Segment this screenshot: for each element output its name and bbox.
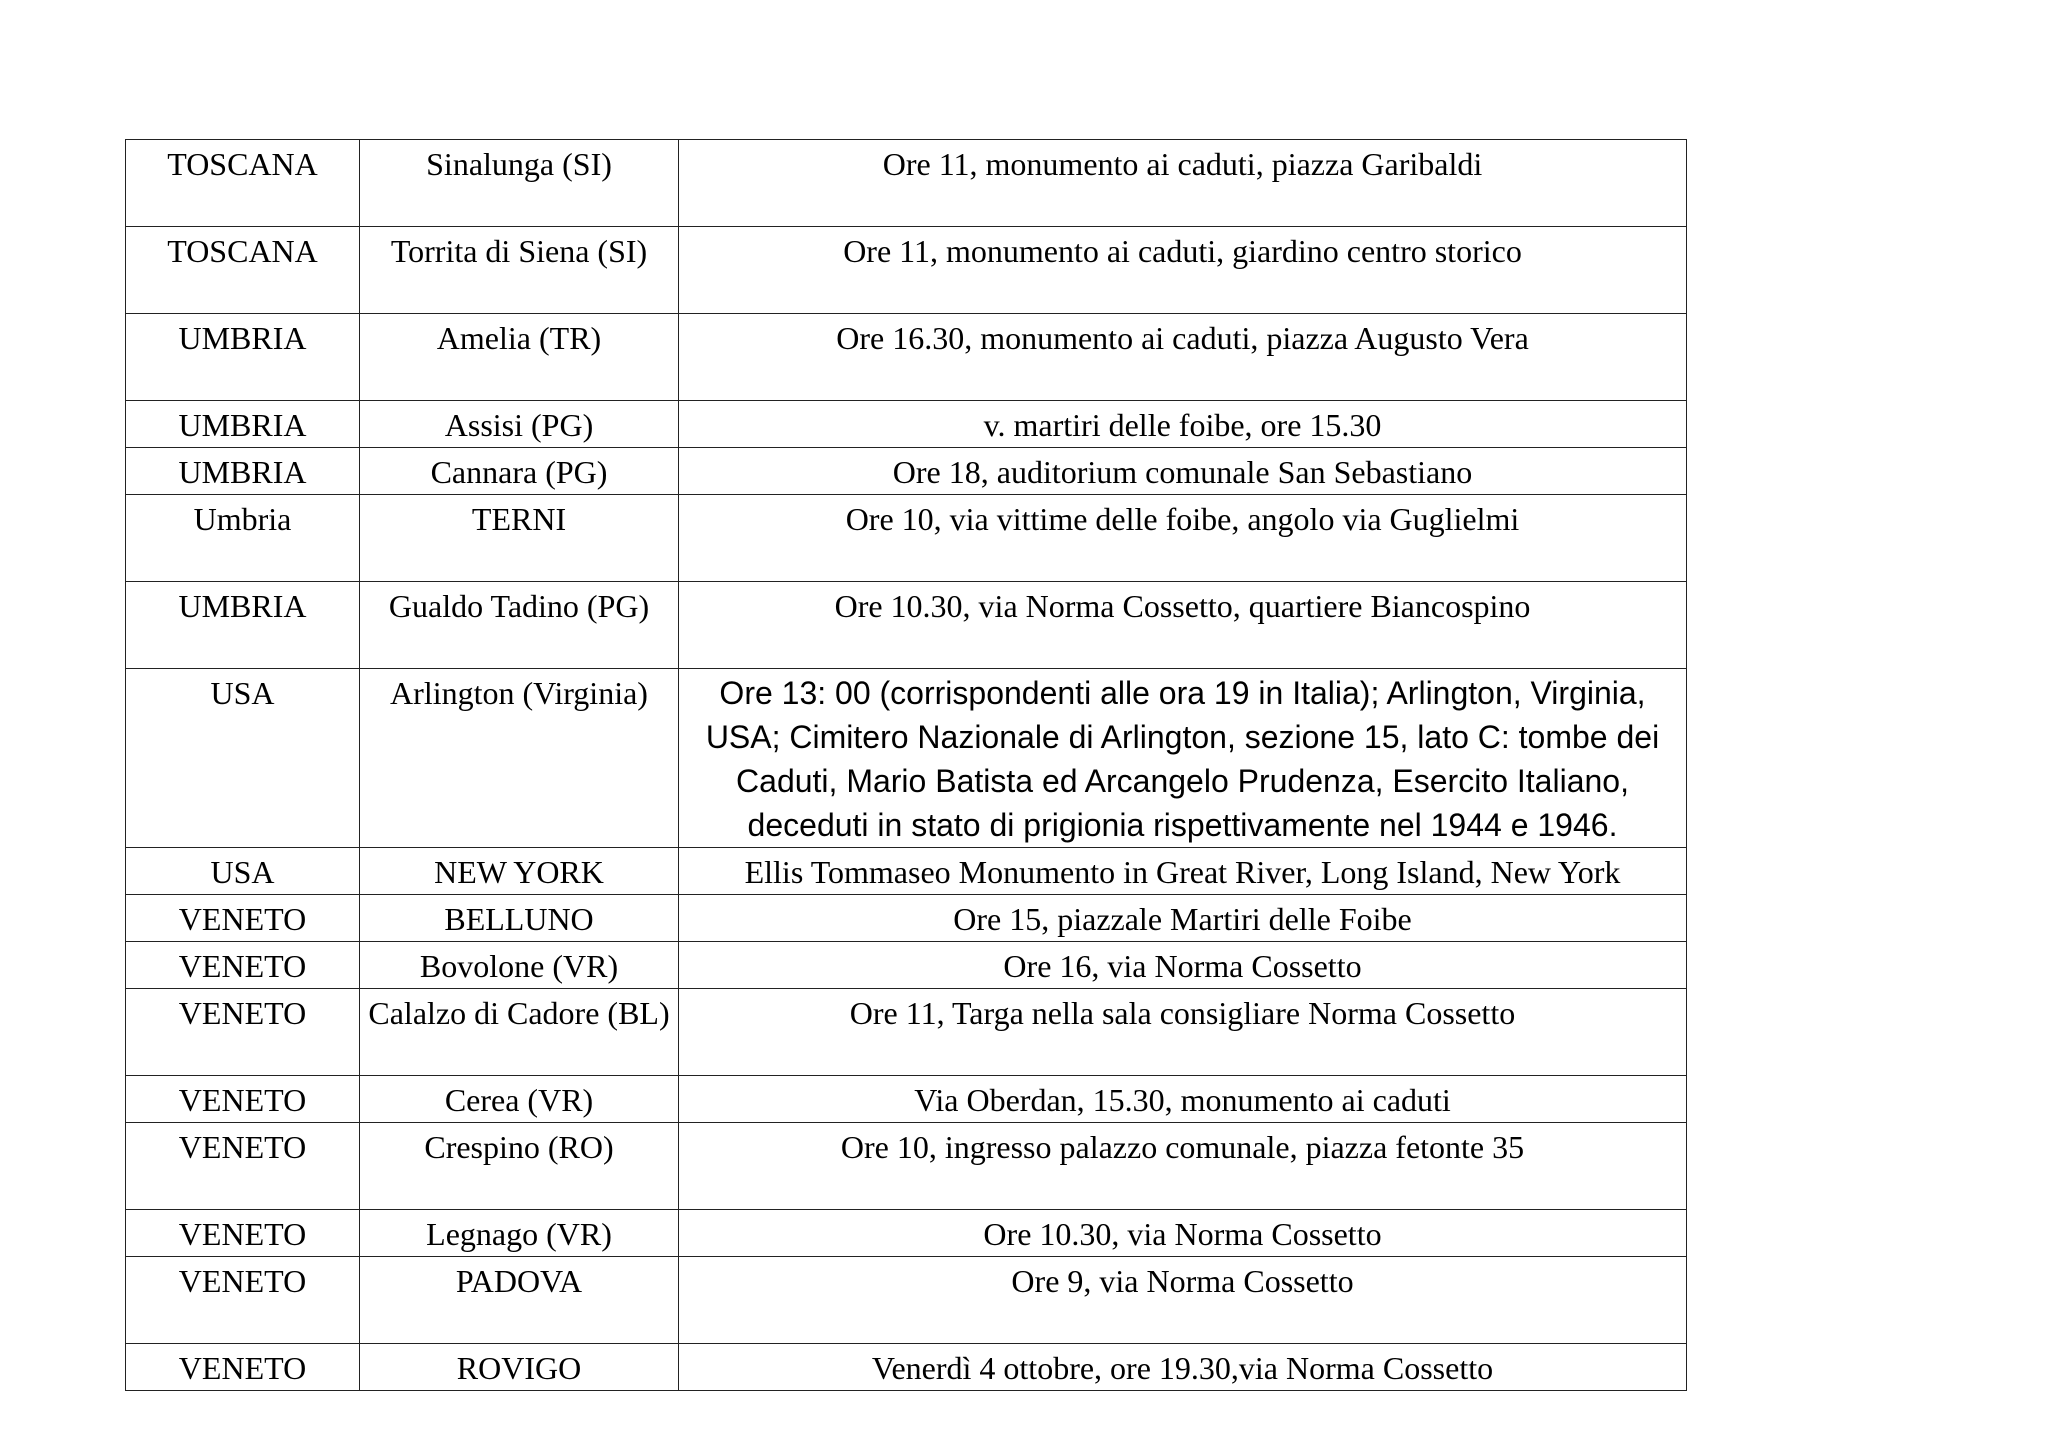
town-cell: TERNI: [360, 495, 679, 582]
description-cell: Ore 10, ingresso palazzo comunale, piazza fetonte 35: [679, 1123, 1687, 1210]
table-row: [126, 895, 1687, 942]
table-row: [126, 401, 1687, 448]
town-cell: Gualdo Tadino (PG): [360, 582, 679, 669]
table-row: [126, 582, 1687, 669]
description-cell: Ore 15, piazzale Martiri delle Foibe: [679, 895, 1687, 942]
table-row: [126, 1076, 1687, 1123]
table-row: [126, 140, 1687, 227]
description-cell: Venerdì 4 ottobre, ore 19.30,via Norma Cossetto: [679, 1344, 1687, 1391]
region-cell: VENETO: [126, 895, 360, 942]
town-cell: Arlington (Virginia): [360, 669, 679, 848]
region-cell: VENETO: [126, 942, 360, 989]
region-cell: UMBRIA: [126, 401, 360, 448]
table-row: [126, 848, 1687, 895]
description-cell: Ore 16, via Norma Cossetto: [679, 942, 1687, 989]
town-cell: BELLUNO: [360, 895, 679, 942]
description-cell: Ellis Tommaseo Monumento in Great River, Long Island, New York: [679, 848, 1687, 895]
description-cell: Via Oberdan, 15.30, monumento ai caduti: [679, 1076, 1687, 1123]
region-cell: VENETO: [126, 989, 360, 1076]
region-cell: Umbria: [126, 495, 360, 582]
events-table: [125, 139, 1687, 1391]
town-cell: Torrita di Siena (SI): [360, 227, 679, 314]
table-row: [126, 495, 1687, 582]
table-row: [126, 227, 1687, 314]
table-row: [126, 1257, 1687, 1344]
region-cell: UMBRIA: [126, 314, 360, 401]
description-cell: v. martiri delle foibe, ore 15.30: [679, 401, 1687, 448]
description-cell: Ore 11, Targa nella sala consigliare Norma Cossetto: [679, 989, 1687, 1076]
town-cell: PADOVA: [360, 1257, 679, 1344]
description-cell: Ore 9, via Norma Cossetto: [679, 1257, 1687, 1344]
town-cell: Sinalunga (SI): [360, 140, 679, 227]
table-row: [126, 1123, 1687, 1210]
description-cell: Ore 10.30, via Norma Cossetto: [679, 1210, 1687, 1257]
town-cell: Cannara (PG): [360, 448, 679, 495]
region-cell: VENETO: [126, 1076, 360, 1123]
region-cell: UMBRIA: [126, 448, 360, 495]
table-row: [126, 1210, 1687, 1257]
region-cell: VENETO: [126, 1123, 360, 1210]
description-cell: Ore 10, via vittime delle foibe, angolo via Guglielmi: [679, 495, 1687, 582]
region-cell: TOSCANA: [126, 140, 360, 227]
town-cell: Legnago (VR): [360, 1210, 679, 1257]
town-cell: Amelia (TR): [360, 314, 679, 401]
table-row: [126, 942, 1687, 989]
table-row: [126, 448, 1687, 495]
table-row: [126, 669, 1687, 848]
town-cell: NEW YORK: [360, 848, 679, 895]
region-cell: VENETO: [126, 1344, 360, 1391]
description-cell: Ore 18, auditorium comunale San Sebastiano: [679, 448, 1687, 495]
town-cell: ROVIGO: [360, 1344, 679, 1391]
description-cell: Ore 11, monumento ai caduti, giardino centro storico: [679, 227, 1687, 314]
town-cell: Cerea (VR): [360, 1076, 679, 1123]
description-cell: Ore 10.30, via Norma Cossetto, quartiere Biancospino: [679, 582, 1687, 669]
town-cell: Assisi (PG): [360, 401, 679, 448]
events-table-body: [126, 140, 1687, 1391]
description-cell: Ore 11, monumento ai caduti, piazza Garibaldi: [679, 140, 1687, 227]
region-cell: UMBRIA: [126, 582, 360, 669]
description-cell: Ore 16.30, monumento ai caduti, piazza Augusto Vera: [679, 314, 1687, 401]
town-cell: Bovolone (VR): [360, 942, 679, 989]
region-cell: VENETO: [126, 1257, 360, 1344]
description-cell: Ore 13: 00 (corrispondenti alle ora 19 in Italia); Arlington, Virginia, USA; Cimitero Nazionale di Arlington, sezione 15, lato C: tombe dei Caduti, Mario Batista ed Arcangelo Prudenza, Esercito Italiano, deceduti in stato di prigionia rispettivamente nel 1944 e 1946.: [679, 669, 1687, 848]
region-cell: VENETO: [126, 1210, 360, 1257]
town-cell: Crespino (RO): [360, 1123, 679, 1210]
region-cell: USA: [126, 848, 360, 895]
town-cell: Calalzo di Cadore (BL): [360, 989, 679, 1076]
table-row: [126, 989, 1687, 1076]
region-cell: TOSCANA: [126, 227, 360, 314]
table-row: [126, 1344, 1687, 1391]
table-row: [126, 314, 1687, 401]
region-cell: USA: [126, 669, 360, 848]
